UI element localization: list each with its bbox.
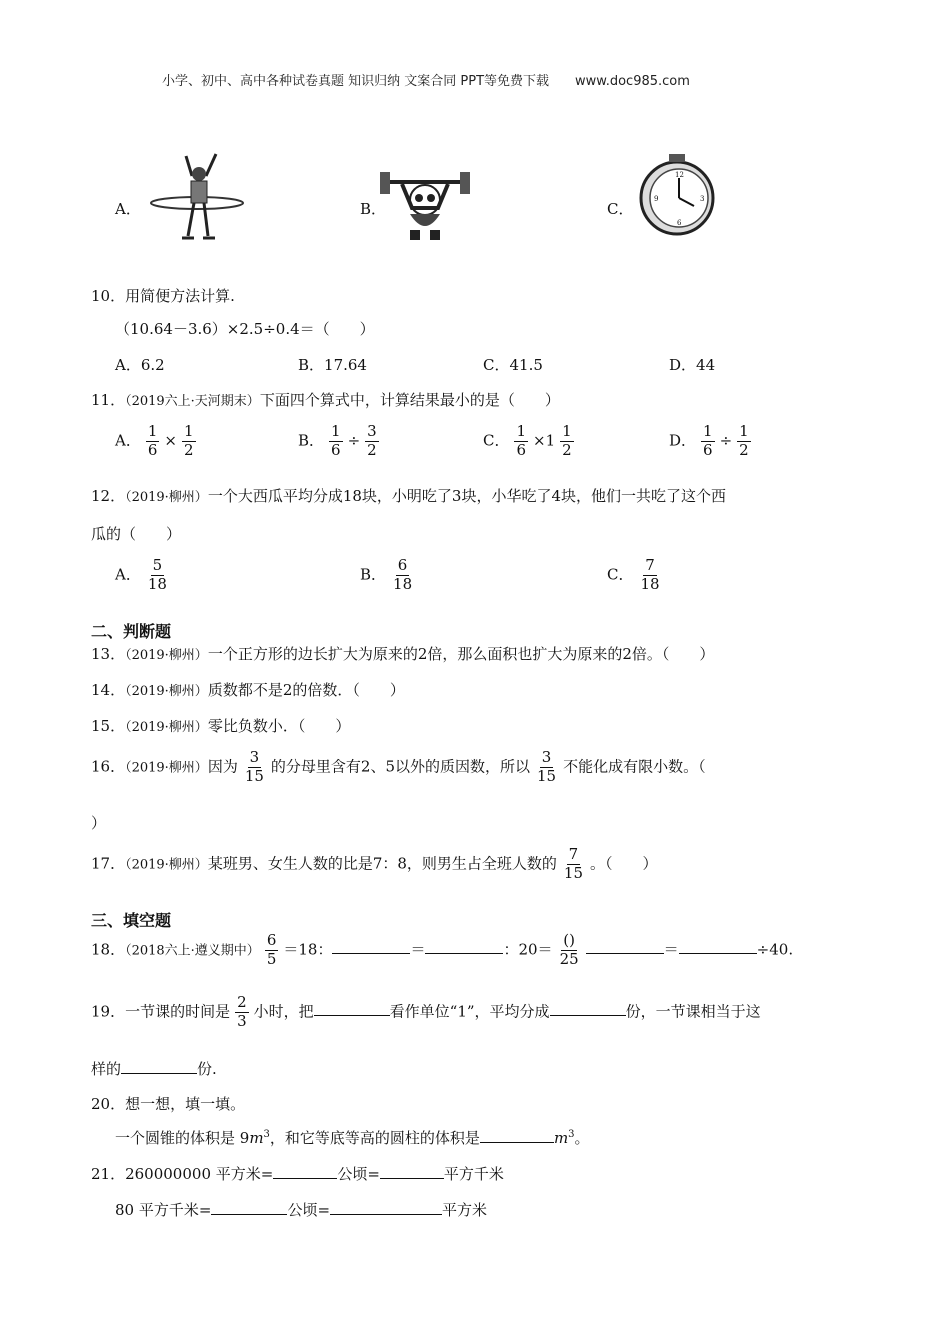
q12-option-c-label: C． (607, 565, 634, 584)
q19-text-2: 小时，把 (253, 1002, 314, 1021)
fraction (737, 424, 751, 459)
numerator: 3 (249, 748, 260, 766)
numerator: 6 (266, 931, 277, 949)
page-header: 小学、初中、高中各种试卷真题 知识归纳 文案合同 PPT等免费下载 www.doc985.com (162, 74, 690, 89)
q11-option-b-label: B． (298, 431, 325, 450)
q11 (91, 389, 560, 410)
q17-text-part2: 。（ ） (590, 854, 658, 873)
fraction (329, 424, 343, 459)
denominator: 15 (563, 863, 583, 882)
exponent: 3 (263, 1129, 270, 1140)
q20-text: 想一想，填一填。 (125, 1095, 246, 1113)
q20-text-1: 一个圆锥的体积是 9 (115, 1129, 250, 1147)
answer-blank[interactable] (550, 1001, 626, 1016)
q19 (91, 995, 761, 1030)
q12-option-a (115, 558, 174, 593)
numerator: 1 (739, 422, 749, 440)
operator: × (164, 431, 177, 450)
q21-text-4: 80 平方千米= (115, 1201, 212, 1219)
q21-text-3: 平方千米 (443, 1165, 504, 1183)
q10-text: 用简便方法计算. (125, 287, 235, 305)
q16-text-part2: 的分母里含有2、5以外的质因数，所以 (270, 757, 531, 776)
q20-statement (115, 1127, 590, 1148)
numerator: 6 (397, 556, 408, 574)
numerator: 1 (516, 422, 527, 440)
panda-weightlifting-image (380, 168, 470, 242)
denominator: 15 (244, 766, 264, 785)
answer-blank[interactable] (211, 1200, 287, 1215)
denominator: 3 (237, 1011, 247, 1030)
q19-text-1: 一节课的时间是 (125, 1002, 231, 1021)
hula-hoop-girl-image (148, 148, 246, 244)
answer-blank[interactable] (425, 939, 503, 954)
fraction (146, 558, 169, 593)
numerator: 2 (237, 993, 247, 1011)
denominator: 25 (559, 949, 579, 968)
q16-source: （2019·柳州） (125, 760, 208, 776)
alarm-clock-image (636, 150, 718, 240)
denominator: 15 (537, 766, 557, 785)
q13 (91, 643, 714, 664)
fraction (146, 424, 160, 459)
denominator: 2 (367, 440, 377, 459)
q16-text-part3: 不能化成有限小数。（ (563, 757, 706, 776)
q19-text-3: 看作单位“1”，平均分成 (389, 1002, 550, 1021)
q10 (91, 285, 235, 306)
q11-option-d (669, 424, 756, 459)
q9-option-b-label: B． (360, 200, 387, 218)
answer-blank[interactable] (314, 1001, 390, 1016)
fraction (235, 995, 249, 1030)
answer-blank[interactable] (273, 1164, 337, 1179)
unit-m: m (553, 1129, 569, 1147)
q20-text-2: ，和它等底等高的圆柱的体积是 (269, 1129, 480, 1147)
q15 (91, 715, 350, 736)
answer-blank[interactable] (380, 1164, 444, 1179)
q18-number: 18． (91, 940, 126, 959)
fraction (365, 424, 379, 459)
section-title-fill-in: 三、填空题 (91, 911, 172, 930)
q10-number: 10． (91, 287, 126, 305)
answer-blank[interactable] (121, 1059, 197, 1074)
unit-m: m (249, 1129, 264, 1147)
q17-source: （2019·柳州） (125, 857, 208, 873)
q12-text-line2: 瓜的（ ） (91, 525, 182, 543)
q21-text-6: 平方米 (442, 1201, 488, 1219)
fraction (182, 424, 196, 459)
q21-number: 21． (91, 1165, 126, 1183)
q19-text-6: 份. (197, 1060, 217, 1078)
q12-option-b-label: B． (360, 565, 387, 584)
q18-text-5: ÷40. (756, 940, 794, 959)
q11-option-a (115, 424, 201, 459)
q20-number: 20． (91, 1095, 126, 1113)
q18-text-2: ＝ (410, 940, 426, 959)
fraction (638, 558, 661, 593)
answer-blank[interactable] (480, 1128, 554, 1143)
denominator: 2 (739, 440, 749, 459)
q17-number: 17． (91, 854, 126, 873)
q12-option-c (607, 558, 667, 593)
denominator: 2 (183, 440, 194, 459)
q11-option-b (298, 424, 384, 459)
q18-text-4: ＝ (663, 940, 679, 959)
q11-text: 下面四个算式中，计算结果最小的是（ ） (259, 391, 560, 409)
q16 (91, 750, 706, 785)
fraction (701, 424, 715, 459)
denominator: 2 (562, 440, 572, 459)
svg-text:6: 6 (677, 219, 682, 227)
fraction (558, 933, 581, 968)
q19-text-5: 样的 (91, 1060, 122, 1078)
svg-text:9: 9 (654, 195, 659, 203)
denominator: 18 (640, 574, 660, 593)
q21-text-5: 公顷= (287, 1201, 331, 1219)
numerator: 1 (183, 422, 194, 440)
q12-option-b (360, 558, 419, 593)
q17 (91, 847, 658, 882)
section-title-judgement: 二、判断题 (91, 622, 172, 641)
operator: ÷ (719, 431, 733, 450)
fraction (535, 750, 558, 785)
denominator: 18 (147, 574, 167, 593)
q9-option-c-label: C． (607, 200, 634, 218)
q12-number: 12． (91, 487, 126, 505)
numerator: 3 (541, 748, 552, 766)
svg-text:3: 3 (700, 195, 705, 203)
numerator: 1 (147, 422, 158, 440)
denominator: 18 (393, 574, 413, 593)
denominator: 6 (516, 440, 527, 459)
answer-blank[interactable] (332, 939, 410, 954)
numerator: 7 (645, 556, 655, 574)
q21-line2 (115, 1199, 487, 1220)
q13-text: 一个正方形的边长扩大为原来的2倍，那么面积也扩大为原来的2倍。（ ） (207, 645, 715, 663)
q10-option-a: A．6.2 (115, 356, 165, 374)
q11-option-d-label: D． (669, 431, 697, 450)
numerator: 7 (568, 845, 579, 863)
q12-option-a-label: A． (115, 565, 141, 584)
q18-source: （2018六上·遵义期中） (125, 943, 260, 959)
svg-text:12: 12 (675, 171, 684, 179)
q14-number: 14． (91, 681, 126, 699)
operator: ÷ (347, 431, 361, 450)
q11-option-a-label: A． (115, 431, 141, 450)
fraction (391, 558, 414, 593)
q21-line1 (91, 1163, 504, 1184)
numerator: 1 (331, 422, 341, 440)
q16-number: 16． (91, 757, 126, 776)
exponent: 3 (568, 1129, 575, 1140)
numerator: () (563, 931, 575, 949)
q17-text-part1: 某班男、女生人数的比是7：8，则男生占全班人数的 (207, 854, 557, 873)
q20 (91, 1093, 245, 1114)
denominator: 5 (266, 949, 277, 968)
q19-text-4: 份，一节课相当于这 (625, 1002, 761, 1021)
fraction (243, 750, 266, 785)
q14 (91, 679, 405, 700)
q12-source: （2019·柳州） (125, 490, 208, 505)
q16-text-part1: 因为 (207, 757, 238, 776)
q14-source: （2019·柳州） (125, 684, 208, 699)
numerator: 5 (152, 556, 163, 574)
q16-close-paren: ） (91, 814, 107, 832)
q11-option-c (483, 424, 579, 459)
q11-source: （2019六上·天河期末） (125, 394, 260, 409)
answer-blank[interactable] (679, 939, 757, 954)
q10-option-b: B．17.64 (298, 356, 367, 374)
q15-text: 零比负数小．（ ） (207, 717, 351, 735)
q10-expression: （10.64－3.6）×2.5÷0.4＝（ ） (115, 320, 375, 338)
q18 (91, 933, 793, 968)
fraction (560, 424, 574, 459)
q10-option-c: C．41.5 (483, 356, 543, 374)
denominator: 6 (331, 440, 341, 459)
q12 (91, 485, 726, 506)
q18-text-3: ：20＝ (503, 940, 553, 959)
answer-blank[interactable] (330, 1200, 442, 1215)
q10-option-d: D．44 (669, 356, 716, 374)
q19-number: 19． (91, 1002, 126, 1021)
numerator: 3 (367, 422, 377, 440)
fraction (265, 933, 279, 968)
numerator: 1 (703, 422, 713, 440)
q15-source: （2019·柳州） (125, 720, 208, 735)
fraction (562, 847, 585, 882)
q15-number: 15． (91, 717, 126, 735)
q11-number: 11． (91, 391, 126, 409)
q9-option-a-label: A． (115, 200, 141, 218)
denominator: 6 (147, 440, 158, 459)
q13-number: 13． (91, 645, 126, 663)
q20-text-3: 。 (574, 1129, 590, 1147)
q21-text-1: 260000000 平方米= (125, 1165, 274, 1183)
denominator: 6 (703, 440, 713, 459)
q19-line2 (91, 1058, 217, 1079)
q21-text-2: 公顷= (337, 1165, 380, 1183)
q11-option-c-label: C． (483, 431, 510, 450)
numerator: 1 (562, 422, 572, 440)
q14-text: 质数都不是2的倍数．（ ） (207, 681, 405, 699)
fraction (514, 424, 528, 459)
q13-source: （2019·柳州） (125, 648, 208, 663)
answer-blank[interactable] (586, 939, 664, 954)
q18-text-1: ＝18： (283, 940, 333, 959)
q12-text-line1: 一个大西瓜平均分成18块，小明吃了3块，小华吃了4块，他们一共吃了这个西 (207, 487, 726, 505)
operator: ×1 (533, 431, 556, 450)
